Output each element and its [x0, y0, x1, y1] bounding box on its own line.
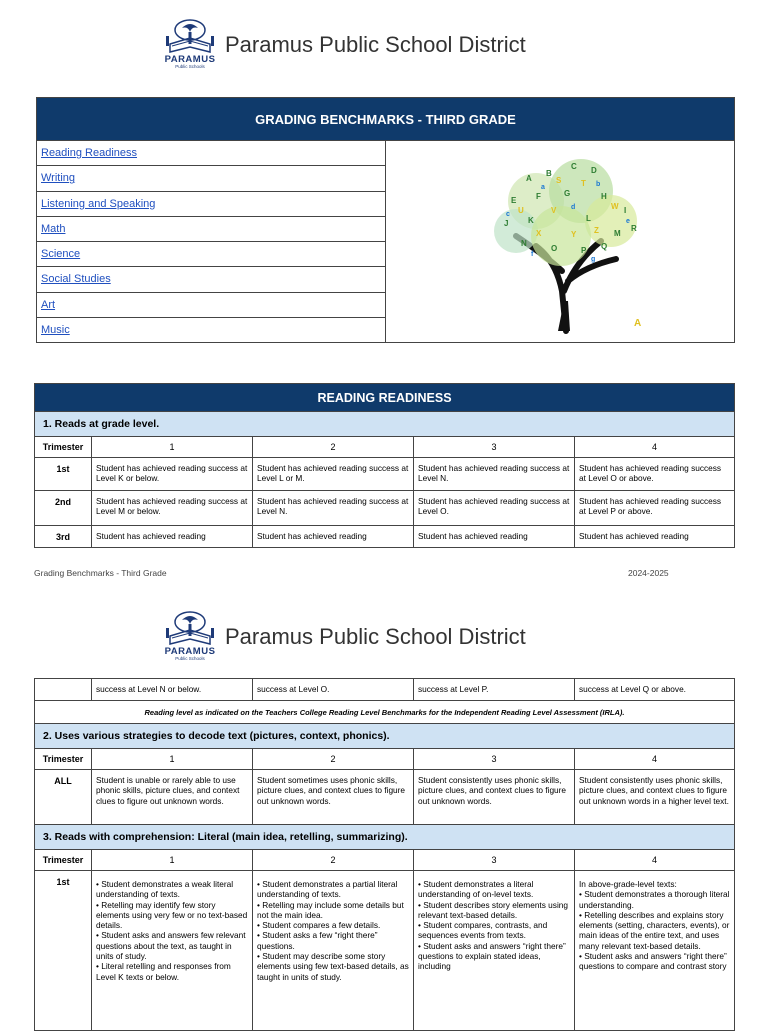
table-cell: Student has achieved reading	[253, 526, 414, 548]
link-art[interactable]: Art	[41, 298, 56, 311]
bullet: • Retelling describes and explains story elements (setting, characters, events), or main ideas of the entire text, and uses many relevant text-based details.	[579, 909, 730, 951]
svg-text:V: V	[551, 206, 557, 215]
link-writing[interactable]: Writing	[41, 172, 76, 185]
page-header	[0, 18, 768, 78]
table-cell: success at Level P.	[414, 679, 575, 701]
row-label: 1st	[35, 458, 92, 491]
table-row	[35, 491, 735, 526]
svg-text:a: a	[541, 184, 545, 191]
link-math[interactable]: Math	[41, 222, 66, 235]
table-cell: Student has achieved reading success at Level K or below.	[92, 458, 253, 491]
svg-text:N: N	[521, 239, 527, 248]
svg-text:g: g	[591, 256, 596, 263]
table-row	[35, 526, 735, 548]
table-cell: Student consistently uses phonic skills, picture clues, and context clues to figure out unknown words.	[414, 770, 575, 825]
svg-text:F: F	[536, 192, 541, 201]
level-header-2: 2	[253, 749, 414, 770]
trimester-header: Trimester	[35, 437, 92, 458]
table-cell: Student has achieved reading success at Level N.	[253, 491, 414, 526]
row-label	[35, 679, 92, 701]
table-cell: success at Level Q or above.	[575, 679, 735, 701]
tree-illustration	[386, 141, 735, 343]
level-header-1: 1	[92, 437, 253, 458]
table-cell: success at Level N or below.	[92, 679, 253, 701]
bullet: • Student compares, contrasts, and sequences events from texts.	[418, 920, 548, 941]
svg-text:d: d	[571, 204, 576, 211]
level-header-3: 3	[414, 850, 575, 871]
footer-right: 2024-2025	[628, 568, 669, 578]
bullet: • Student asks and answers few relevant questions about the text, as taught in units of study.	[96, 930, 246, 962]
section-1-title: 1. Reads at grade level.	[35, 412, 735, 437]
bullet: • Student compares a few details.	[257, 920, 381, 931]
footer-left: Grading Benchmarks - Third Grade	[34, 568, 167, 578]
bullet: • Student may describe some story elements using few text-based details, as taught in units of study.	[257, 951, 409, 982]
bullet: • Student demonstrates a weak literal understanding of texts.	[96, 879, 234, 900]
link-music[interactable]: Music	[41, 323, 70, 336]
table-cell: Student is unable or rarely able to use phonic skills, picture clues, and context clues to figure out unknown words.	[92, 770, 253, 825]
svg-text:I: I	[624, 206, 627, 215]
table-row	[35, 770, 735, 825]
level-header-4: 4	[575, 437, 735, 458]
logo-wordmark: PARAMUS	[164, 54, 216, 65]
reading-readiness-title: READING READINESS	[35, 384, 735, 412]
table-cell: Student has achieved reading success at Level O.	[414, 491, 575, 526]
level-header-4: 4	[575, 749, 735, 770]
svg-text:H: H	[601, 192, 607, 201]
table-cell	[92, 871, 253, 1031]
logo-wordmark: PARAMUS	[164, 646, 216, 657]
table-cell: Student has achieved reading success at Level L or M.	[253, 458, 414, 491]
trimester-header: Trimester	[35, 850, 92, 871]
bullet: • Student demonstrates a thorough literal understanding.	[579, 889, 730, 910]
svg-text:J: J	[504, 219, 509, 228]
svg-text:X: X	[536, 229, 542, 238]
district-logo	[162, 610, 218, 664]
svg-text:Y: Y	[571, 230, 577, 239]
svg-text:L: L	[586, 214, 591, 223]
svg-text:W: W	[611, 202, 619, 211]
bullet: • Student demonstrates a partial literal understanding of texts.	[257, 879, 398, 900]
table-cell: Student has achieved reading success at Level M or below.	[92, 491, 253, 526]
bullet: • Student asks and answers “right there” questions to explain stated ideas, including	[418, 940, 566, 972]
level-header-3: 3	[414, 749, 575, 770]
level-header-2: 2	[253, 437, 414, 458]
bullet: • Retelling may identify few story elements using very few or no text-based details.	[96, 899, 248, 931]
level-header-4: 4	[575, 850, 735, 871]
table-cell: success at Level O.	[253, 679, 414, 701]
table-row	[35, 871, 735, 1031]
table-cell: Student has achieved reading success at Level N.	[414, 458, 575, 491]
bullet: In above-grade-level texts:	[579, 879, 677, 889]
svg-text:B: B	[546, 169, 552, 178]
link-social-studies[interactable]: Social Studies	[41, 273, 111, 286]
svg-text:Z: Z	[594, 226, 599, 235]
svg-text:O: O	[551, 244, 558, 253]
row-label: 3rd	[35, 526, 92, 548]
level-header-1: 1	[92, 850, 253, 871]
reading-readiness-table	[34, 383, 735, 548]
table-row	[35, 458, 735, 491]
bullet: • Student describes story elements using relevant text-based details.	[418, 899, 569, 920]
reading-readiness-table-continued	[34, 678, 735, 1031]
benchmarks-title: GRADING BENCHMARKS - THIRD GRADE	[37, 98, 735, 141]
svg-text:M: M	[614, 229, 621, 238]
row-label: 2nd	[35, 491, 92, 526]
svg-text:P: P	[581, 246, 587, 255]
table-cell	[253, 871, 414, 1031]
table-cell: Student consistently uses phonic skills, picture clues, and context clues to figure out unknown words in a higher level text.	[575, 770, 735, 825]
svg-text:G: G	[564, 189, 571, 198]
bullet: • Student demonstrates a literal understanding of on-level texts.	[418, 879, 534, 900]
section-2-title: 2. Uses various strategies to decode text (pictures, context, phonics).	[35, 724, 735, 749]
table-row	[35, 679, 735, 701]
table-cell: Student has achieved reading	[575, 526, 735, 548]
district-name: Paramus Public School District	[225, 624, 526, 649]
bullet: • Student asks and answers “right there” questions to compare and contrast story	[579, 951, 727, 972]
svg-text:e: e	[626, 218, 630, 225]
link-listening-speaking[interactable]: Listening and Speaking	[41, 197, 156, 210]
svg-text:f: f	[531, 251, 534, 258]
bullet: • Student asks a few “right there” questions.	[257, 930, 378, 951]
district-name: Paramus Public School District	[225, 32, 526, 57]
svg-text:b: b	[596, 181, 601, 188]
level-header-3: 3	[414, 437, 575, 458]
svg-text:D: D	[591, 166, 597, 175]
svg-text:T: T	[581, 179, 586, 188]
table-cell: Student has achieved reading	[414, 526, 575, 548]
svg-text:A: A	[526, 174, 532, 183]
table-cell: Student has achieved reading	[92, 526, 253, 548]
reading-level-note: Reading level as indicated on the Teachers College Reading Level Benchmarks for the Independent Reading Level Assessment (IRLA).	[35, 701, 735, 724]
table-cell	[575, 871, 735, 1031]
table-cell: Student has achieved reading success at Level O or above.	[575, 458, 735, 491]
bullet: • Retelling may include some details but not the main idea.	[257, 899, 404, 920]
svg-text:Q: Q	[601, 242, 608, 251]
benchmarks-table	[36, 97, 735, 343]
svg-text:S: S	[556, 176, 562, 185]
svg-text:E: E	[511, 196, 517, 205]
section-3-title: 3. Reads with comprehension: Literal (main idea, retelling, summarizing).	[35, 825, 735, 850]
trimester-header: Trimester	[35, 749, 92, 770]
svg-text:c: c	[506, 211, 510, 218]
table-cell	[414, 871, 575, 1031]
svg-text:K: K	[528, 216, 534, 225]
page-header-2	[0, 610, 768, 670]
logo-subtext: Public Schools	[175, 656, 205, 661]
district-logo	[162, 18, 218, 72]
row-label: ALL	[35, 770, 92, 825]
level-header-2: 2	[253, 850, 414, 871]
table-cell: Student has achieved reading success at Level P or above.	[575, 491, 735, 526]
bullet: • Literal retelling and responses from Level K texts or below.	[96, 961, 231, 982]
svg-text:A: A	[634, 318, 642, 329]
svg-text:U: U	[518, 206, 524, 215]
row-label: 1st	[35, 871, 92, 1031]
link-science[interactable]: Science	[41, 248, 81, 261]
svg-text:R: R	[631, 224, 637, 233]
level-header-1: 1	[92, 749, 253, 770]
link-reading-readiness[interactable]: Reading Readiness	[41, 147, 138, 160]
svg-text:C: C	[571, 162, 577, 171]
logo-subtext: Public Schools	[175, 64, 205, 69]
table-cell: Student sometimes uses phonic skills, picture clues, and context clues to figure out unknown words.	[253, 770, 414, 825]
